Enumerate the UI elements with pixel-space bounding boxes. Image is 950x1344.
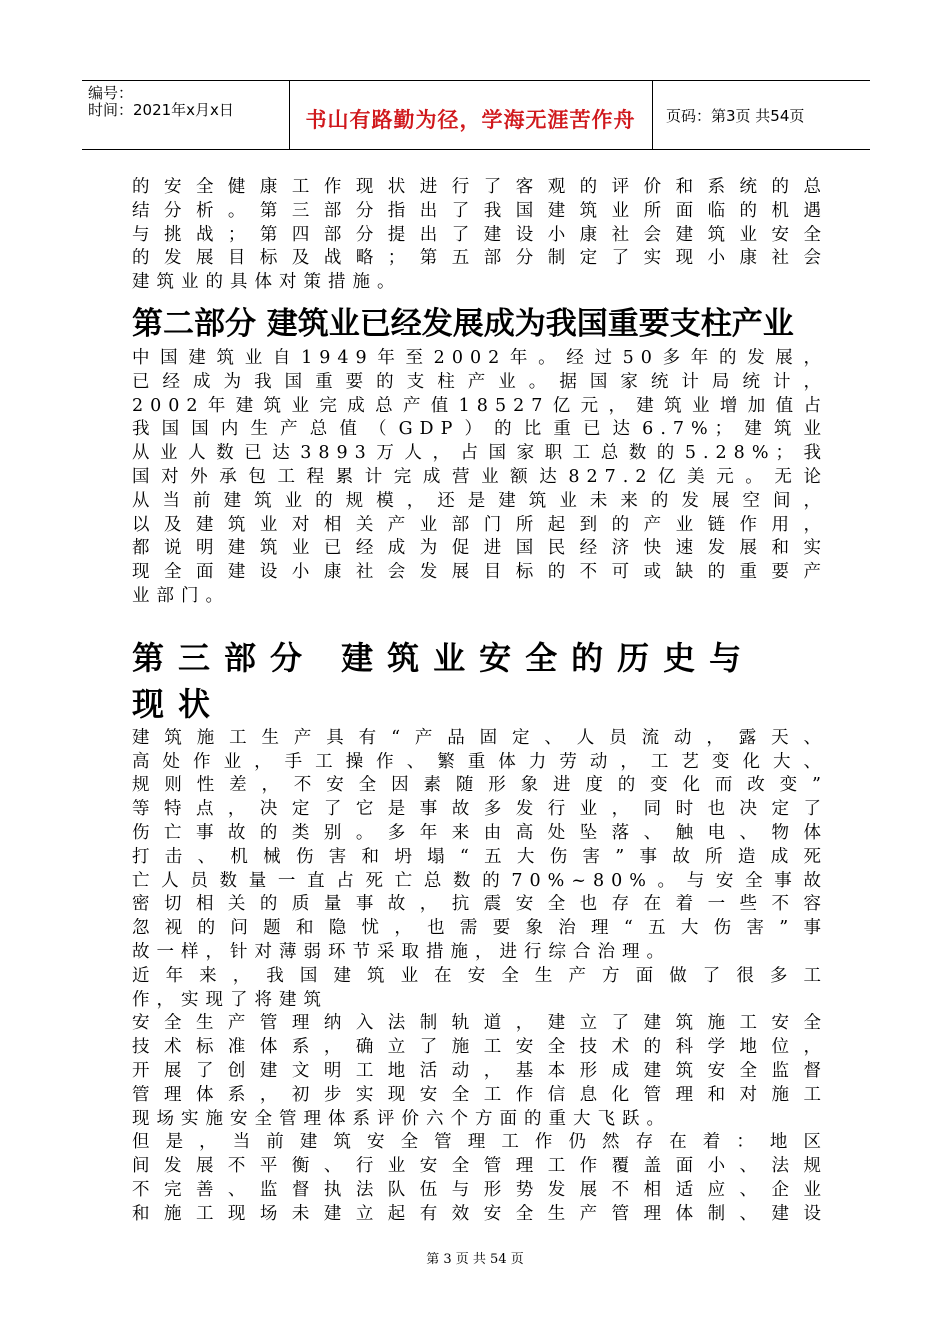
text-line: 管理体系，初步实现安全工作信息化管理和对施工 — [132, 1084, 828, 1105]
text-line: 与挑战；第四部分提出了建设小康社会建筑业安全 — [132, 224, 828, 245]
number-label: 编号： — [88, 84, 134, 102]
document-body — [132, 176, 828, 1226]
text-line: 故一样，针对薄弱环节采取措施，进行综合治理。 — [132, 941, 671, 962]
text-line: 的安全健康工作现状进行了客观的评价和系统的总 — [132, 177, 828, 197]
text-line: 作，实现了将建筑 — [132, 989, 328, 1010]
text-line: 建筑业的具体对策措施。 — [132, 272, 402, 293]
text-line: 亡人员数量一直占死亡总数的70%~80%。与安全事故 — [132, 870, 828, 891]
page-footer: 第 3 页 共 54 页 — [426, 1252, 524, 1267]
text-line: 现场实施安全管理体系评价六个方面的重大飞跃。 — [132, 1108, 671, 1129]
text-line: 我国国内生产总值（GDP）的比重已达6.7%；建筑业 — [132, 419, 828, 440]
time-label: 时间：2021年x月x日 — [88, 101, 234, 119]
text-line: 从当前建筑业的规模，还是建筑业未来的发展空间， — [132, 490, 828, 511]
text-line: 高处作业，手工操作、繁重体力劳动，工艺变化大、 — [132, 751, 828, 772]
text-line: 近年来，我国建筑业在安全生产方面做了很多工 — [132, 965, 828, 986]
section-3-paragraph-2 — [132, 965, 828, 1132]
text-line: 规则性差，不安全因素随形象进度的变化而改变” — [132, 775, 828, 796]
section-3-heading-line: 现状 — [132, 684, 225, 723]
text-line: 开展了创建文明工地活动，基本形成建筑安全监督 — [132, 1060, 828, 1081]
text-line: 以及建筑业对相关产业部门所起到的产业链作用， — [132, 514, 828, 535]
text-line: 结分析。第三部分指出了我国建筑业所面临的机遇 — [132, 200, 828, 221]
text-line: 安全生产管理纳入法制轨道，建立了建筑施工安全 — [132, 1013, 828, 1034]
intro-paragraph — [132, 176, 828, 295]
text-line: 和施工现场未建立起有效安全生产管理体制、建设 — [132, 1203, 828, 1224]
text-line: 不完善、监督执法队伍与形势发展不相适应、企业 — [132, 1179, 828, 1200]
text-line: 技术标准体系，确立了施工安全技术的科学地位， — [132, 1037, 828, 1058]
header-page-info: 页码：第3页 共54页 — [666, 107, 805, 125]
text-line: 中国建筑业自1949年至2002年。经过50多年的发展， — [132, 347, 828, 368]
text-line: 都说明建筑业已经成为促进国民经济快速发展和实 — [132, 538, 828, 559]
section-3-paragraph-1 — [132, 727, 828, 965]
section-2-paragraph — [132, 347, 828, 609]
text-line: 间发展不平衡、行业安全管理工作覆盖面小、法规 — [132, 1156, 828, 1177]
text-line: 但是，当前建筑安全管理工作仍然存在着：地区 — [132, 1132, 828, 1153]
text-line: 的发展目标及战略；第五部分制定了实现小康社会 — [132, 248, 828, 269]
text-line: 已经成为我国重要的支柱产业。据国家统计局统计， — [132, 371, 828, 392]
text-line: 建筑施工生产具有“产品固定、人员流动，露天、 — [132, 727, 828, 748]
text-line: 业部门。 — [132, 585, 230, 606]
page-header — [82, 80, 870, 150]
text-line: 从业人数已达3893万人，占国家职工总数的5.28%；我 — [132, 443, 828, 464]
section-3-paragraph-3 — [132, 1131, 828, 1226]
text-line: 伤亡事故的类别。多年来由高处坠落、触电、物体 — [132, 822, 828, 843]
section-3-heading — [132, 635, 828, 727]
section-2-heading: 第二部分 建筑业已经发展成为我国重要支柱产业 — [132, 305, 794, 342]
section-3-heading-line: 第三部分 建筑业安全的历史与 — [132, 638, 756, 677]
header-motto: 书山有路勤为径，学海无涯苦作舟 — [305, 107, 636, 132]
text-line: 打击、机械伤害和坍塌“五大伤害”事故所造成死 — [132, 846, 828, 867]
text-line: 密切相关的质量事故，抗震安全也存在着一些不容 — [132, 894, 828, 915]
header-meta — [88, 85, 234, 119]
text-line: 现全面建设小康社会发展目标的不可或缺的重要产 — [132, 562, 828, 583]
text-line: 等特点，决定了它是事故多发行业，同时也决定了 — [132, 799, 828, 820]
text-line: 忽视的问题和隐忧，也需要象治理“五大伤害”事 — [132, 918, 828, 939]
text-line: 国对外承包工程累计完成营业额达827.2亿美元。无论 — [132, 466, 828, 487]
text-line: 2002年建筑业完成总产值18527亿元，建筑业增加值占 — [132, 395, 828, 416]
header-divider — [652, 81, 653, 149]
